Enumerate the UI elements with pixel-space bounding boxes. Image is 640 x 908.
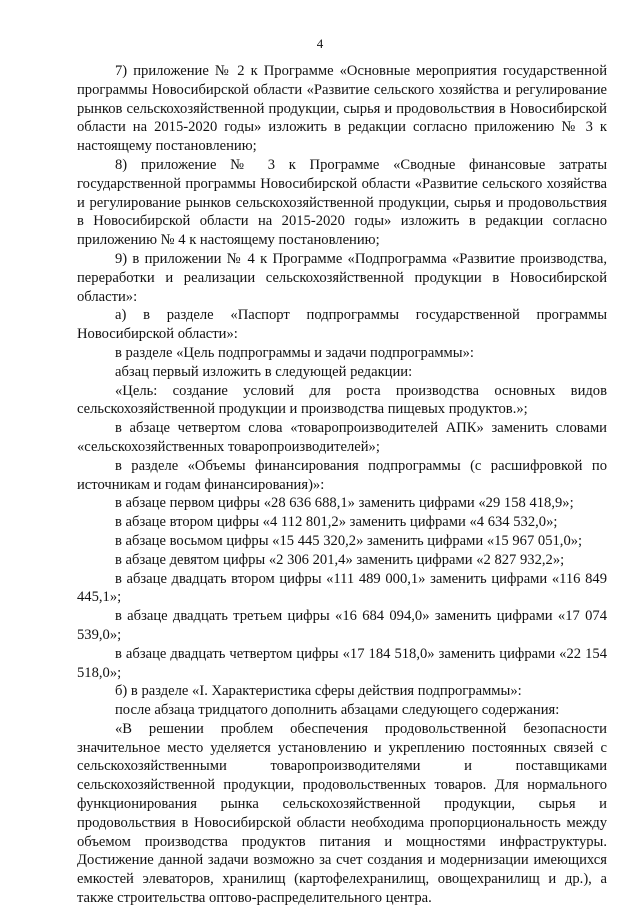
paragraph-amend-24: в абзаце двадцать четвертом цифры «17 184 518,0» заменить цифрами «22 154 518,0»; <box>77 645 607 681</box>
paragraph-amend-23: в абзаце двадцать третьем цифры «16 684 094,0» заменить цифрами «17 074 539,0»; <box>77 608 607 643</box>
paragraph-section-financing: в разделе «Объемы финансирования подпрограммы (с расшифровкой по источникам и годам финансирования)»: <box>77 457 607 493</box>
paragraph-section-goal: в разделе «Цель подпрограммы и задачи подпрограммы»: <box>115 344 474 361</box>
paragraph-goal-text: «Цель: создание условий для роста производства основных видов сельскохозяйственной продукции и производства пищевых продуктов.»; <box>77 382 607 418</box>
paragraph-amend-1: в абзаце первом цифры «28 636 688,1» заменить цифрами «29 158 418,9»; <box>115 495 574 512</box>
paragraph-amend-22: в абзаце двадцать втором цифры «111 489 000,1» заменить цифрами «116 849 445,1»; <box>77 570 607 606</box>
paragraph-amend-2: в абзаце втором цифры «4 112 801,2» заменить цифрами «4 634 532,0»; <box>115 514 558 531</box>
paragraph-item-9: 9) в приложении № 4 к Программе «Подпрограмма «Развитие производства, переработки и реализации сельскохозяйственной продукции в Новосибирской области»: <box>77 250 607 305</box>
paragraph-after-thirtieth: после абзаца тридцатого дополнить абзацами следующего содержания: <box>115 702 560 719</box>
paragraph-first-abzac: абзац первый изложить в следующей редакции: <box>115 363 413 380</box>
paragraph-item-7: 7) приложение № 2 к Программе «Основные мероприятия государственной программы Новосибирской области «Развитие сельского хозяйства и регулирование рынков сельскохозяйственной продукции, сырья и продовольствия в Новосибирской области на 2015-2020 годы» изложить в редакции согласно приложению № 3 к настоящему постановлению; <box>77 63 607 155</box>
paragraph-food-security: «В решении проблем обеспечения продовольственной безопасности значительное место уделяется установлению и укреплению постоянных связей с сельскохозяйственными товаропроизводителями и поставщиками сельскохозяйственной продукции, продовольственных товаров. Для нормального функционирования рынка сельскохозяйственной продукции, сырья и продовольствия в Новосибирской области необходима пропорциональность между объемом производства продуктов питания и мощностями инфраструктуры. Достижение данной задачи возможно за счет создания и модернизации имеющихся емкостей элеваторов, хранилищ (картофелехранилищ, овощехранилищ и др.), а также строительства оптово-распределительного центра. <box>77 720 607 907</box>
page-number: 4 <box>316 36 324 51</box>
paragraph-subitem-a: а) в разделе «Паспорт подпрограммы государственной программы Новосибирской области»: <box>77 307 607 343</box>
paragraph-amend-9: в абзаце девятом цифры «2 306 201,4» заменить цифрами «2 827 932,2»; <box>115 551 565 568</box>
paragraph-amend-8: в абзаце восьмом цифры «15 445 320,2» заменить цифрами «15 967 051,0»; <box>115 532 583 549</box>
paragraph-item-8: 8) приложение № 3 к Программе «Сводные финансовые затраты государственной программы Новосибирской области «Развитие сельского хозяйства и регулирование рынков сельскохозяйственной продукции, сырья и продовольствия в Новосибирской области на 2015-2020 годы» изложить в редакции согласно приложению № 4 к настоящему постановлению; <box>77 156 607 249</box>
paragraph-fourth-abzac: в абзаце четвертом слова «товаропроизводителей АПК» заменить словами «сельскохозяйственных товаропроизводителей»; <box>77 420 607 455</box>
document-body <box>77 62 607 908</box>
paragraph-subitem-b: б) в разделе «I. Характеристика сферы действия подпрограммы»: <box>115 683 522 700</box>
